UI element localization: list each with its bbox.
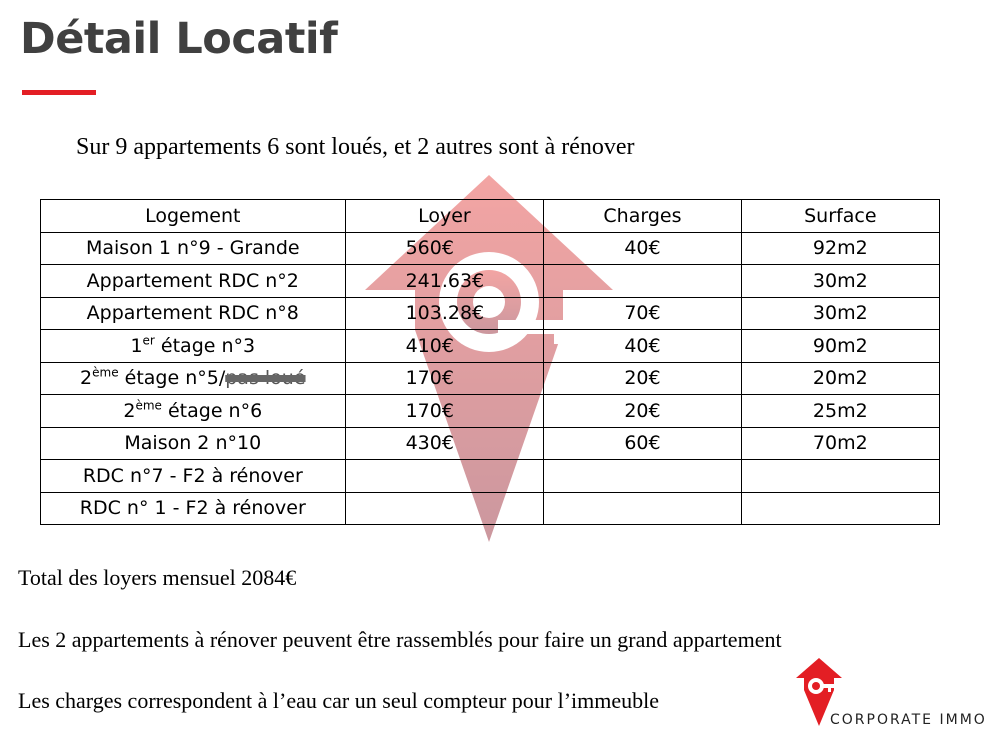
header-surface: Surface (741, 200, 939, 233)
cell-loyer: 410€ (345, 330, 544, 363)
table-row (41, 427, 940, 460)
logement-superscript: er (142, 333, 155, 348)
logement-suffix: étage n°5/ (118, 367, 226, 390)
cell-charges (544, 265, 741, 298)
cell-loyer: 430€ (345, 427, 544, 460)
cell-logement (41, 395, 346, 428)
logement-suffix: étage n°6 (161, 399, 263, 422)
table-row (41, 297, 940, 330)
logement-suffix: étage n°3 (154, 334, 256, 357)
cell-loyer: 170€ (345, 395, 544, 428)
cell-logement (41, 362, 346, 395)
logement-superscript: ème (135, 398, 162, 413)
cell-loyer: 241.63€ (345, 265, 544, 298)
cell-surface: 20m2 (741, 362, 939, 395)
logement-prefix: 1 (130, 334, 143, 357)
header-charges: Charges (544, 200, 741, 233)
table-row (41, 265, 940, 298)
header-loyer: Loyer (345, 200, 544, 233)
cell-charges (544, 492, 741, 525)
cell-logement: Maison 2 n°10 (41, 427, 346, 460)
brand-name: CORPORATE IMMO (830, 712, 987, 728)
logement-prefix: 2 (80, 367, 93, 390)
cell-loyer: 170€ (345, 362, 544, 395)
logement-prefix: 2 (123, 399, 136, 422)
cell-charges: 40€ (544, 330, 741, 363)
renovation-note: Les 2 appartements à rénover peuvent être rassemblés pour faire un grand appartement (18, 627, 782, 652)
table-header-row (41, 200, 940, 233)
total-rent-note: Total des loyers mensuel 2084€ (18, 565, 297, 590)
header-logement: Logement (41, 200, 346, 233)
cell-charges (544, 460, 741, 493)
cell-logement: Appartement RDC n°2 (41, 265, 346, 298)
page-title: Détail Locatif (20, 14, 338, 64)
charges-note: Les charges correspondent à l’eau car un seul compteur pour l’immeuble (18, 688, 660, 713)
logement-superscript: ème (92, 365, 119, 380)
cell-logement: RDC n°7 - F2 à rénover (41, 460, 346, 493)
cell-loyer: 103.28€ (345, 297, 544, 330)
cell-loyer: 560€ (345, 232, 544, 265)
title-underline (22, 90, 96, 95)
table-row (41, 460, 940, 493)
cell-surface: 30m2 (741, 297, 939, 330)
redacted-text: pas loué (225, 367, 306, 390)
cell-surface: 30m2 (741, 265, 939, 298)
cell-loyer (345, 492, 544, 525)
cell-charges: 70€ (544, 297, 741, 330)
cell-surface (741, 492, 939, 525)
cell-charges: 60€ (544, 427, 741, 460)
cell-charges: 20€ (544, 395, 741, 428)
cell-logement: RDC n° 1 - F2 à rénover (41, 492, 346, 525)
cell-surface: 70m2 (741, 427, 939, 460)
cell-charges: 40€ (544, 232, 741, 265)
cell-logement (41, 330, 346, 363)
cell-charges: 20€ (544, 362, 741, 395)
cell-surface (741, 460, 939, 493)
rental-table (40, 199, 940, 525)
cell-logement: Appartement RDC n°8 (41, 297, 346, 330)
cell-surface: 25m2 (741, 395, 939, 428)
table-row (41, 362, 940, 395)
table-row (41, 330, 940, 363)
table-row (41, 395, 940, 428)
table-row (41, 492, 940, 525)
cell-loyer (345, 460, 544, 493)
intro-text: Sur 9 appartements 6 sont loués, et 2 autres sont à rénover (76, 134, 635, 160)
table-row (41, 232, 940, 265)
cell-surface: 90m2 (741, 330, 939, 363)
cell-surface: 92m2 (741, 232, 939, 265)
cell-logement: Maison 1 n°9 - Grande (41, 232, 346, 265)
